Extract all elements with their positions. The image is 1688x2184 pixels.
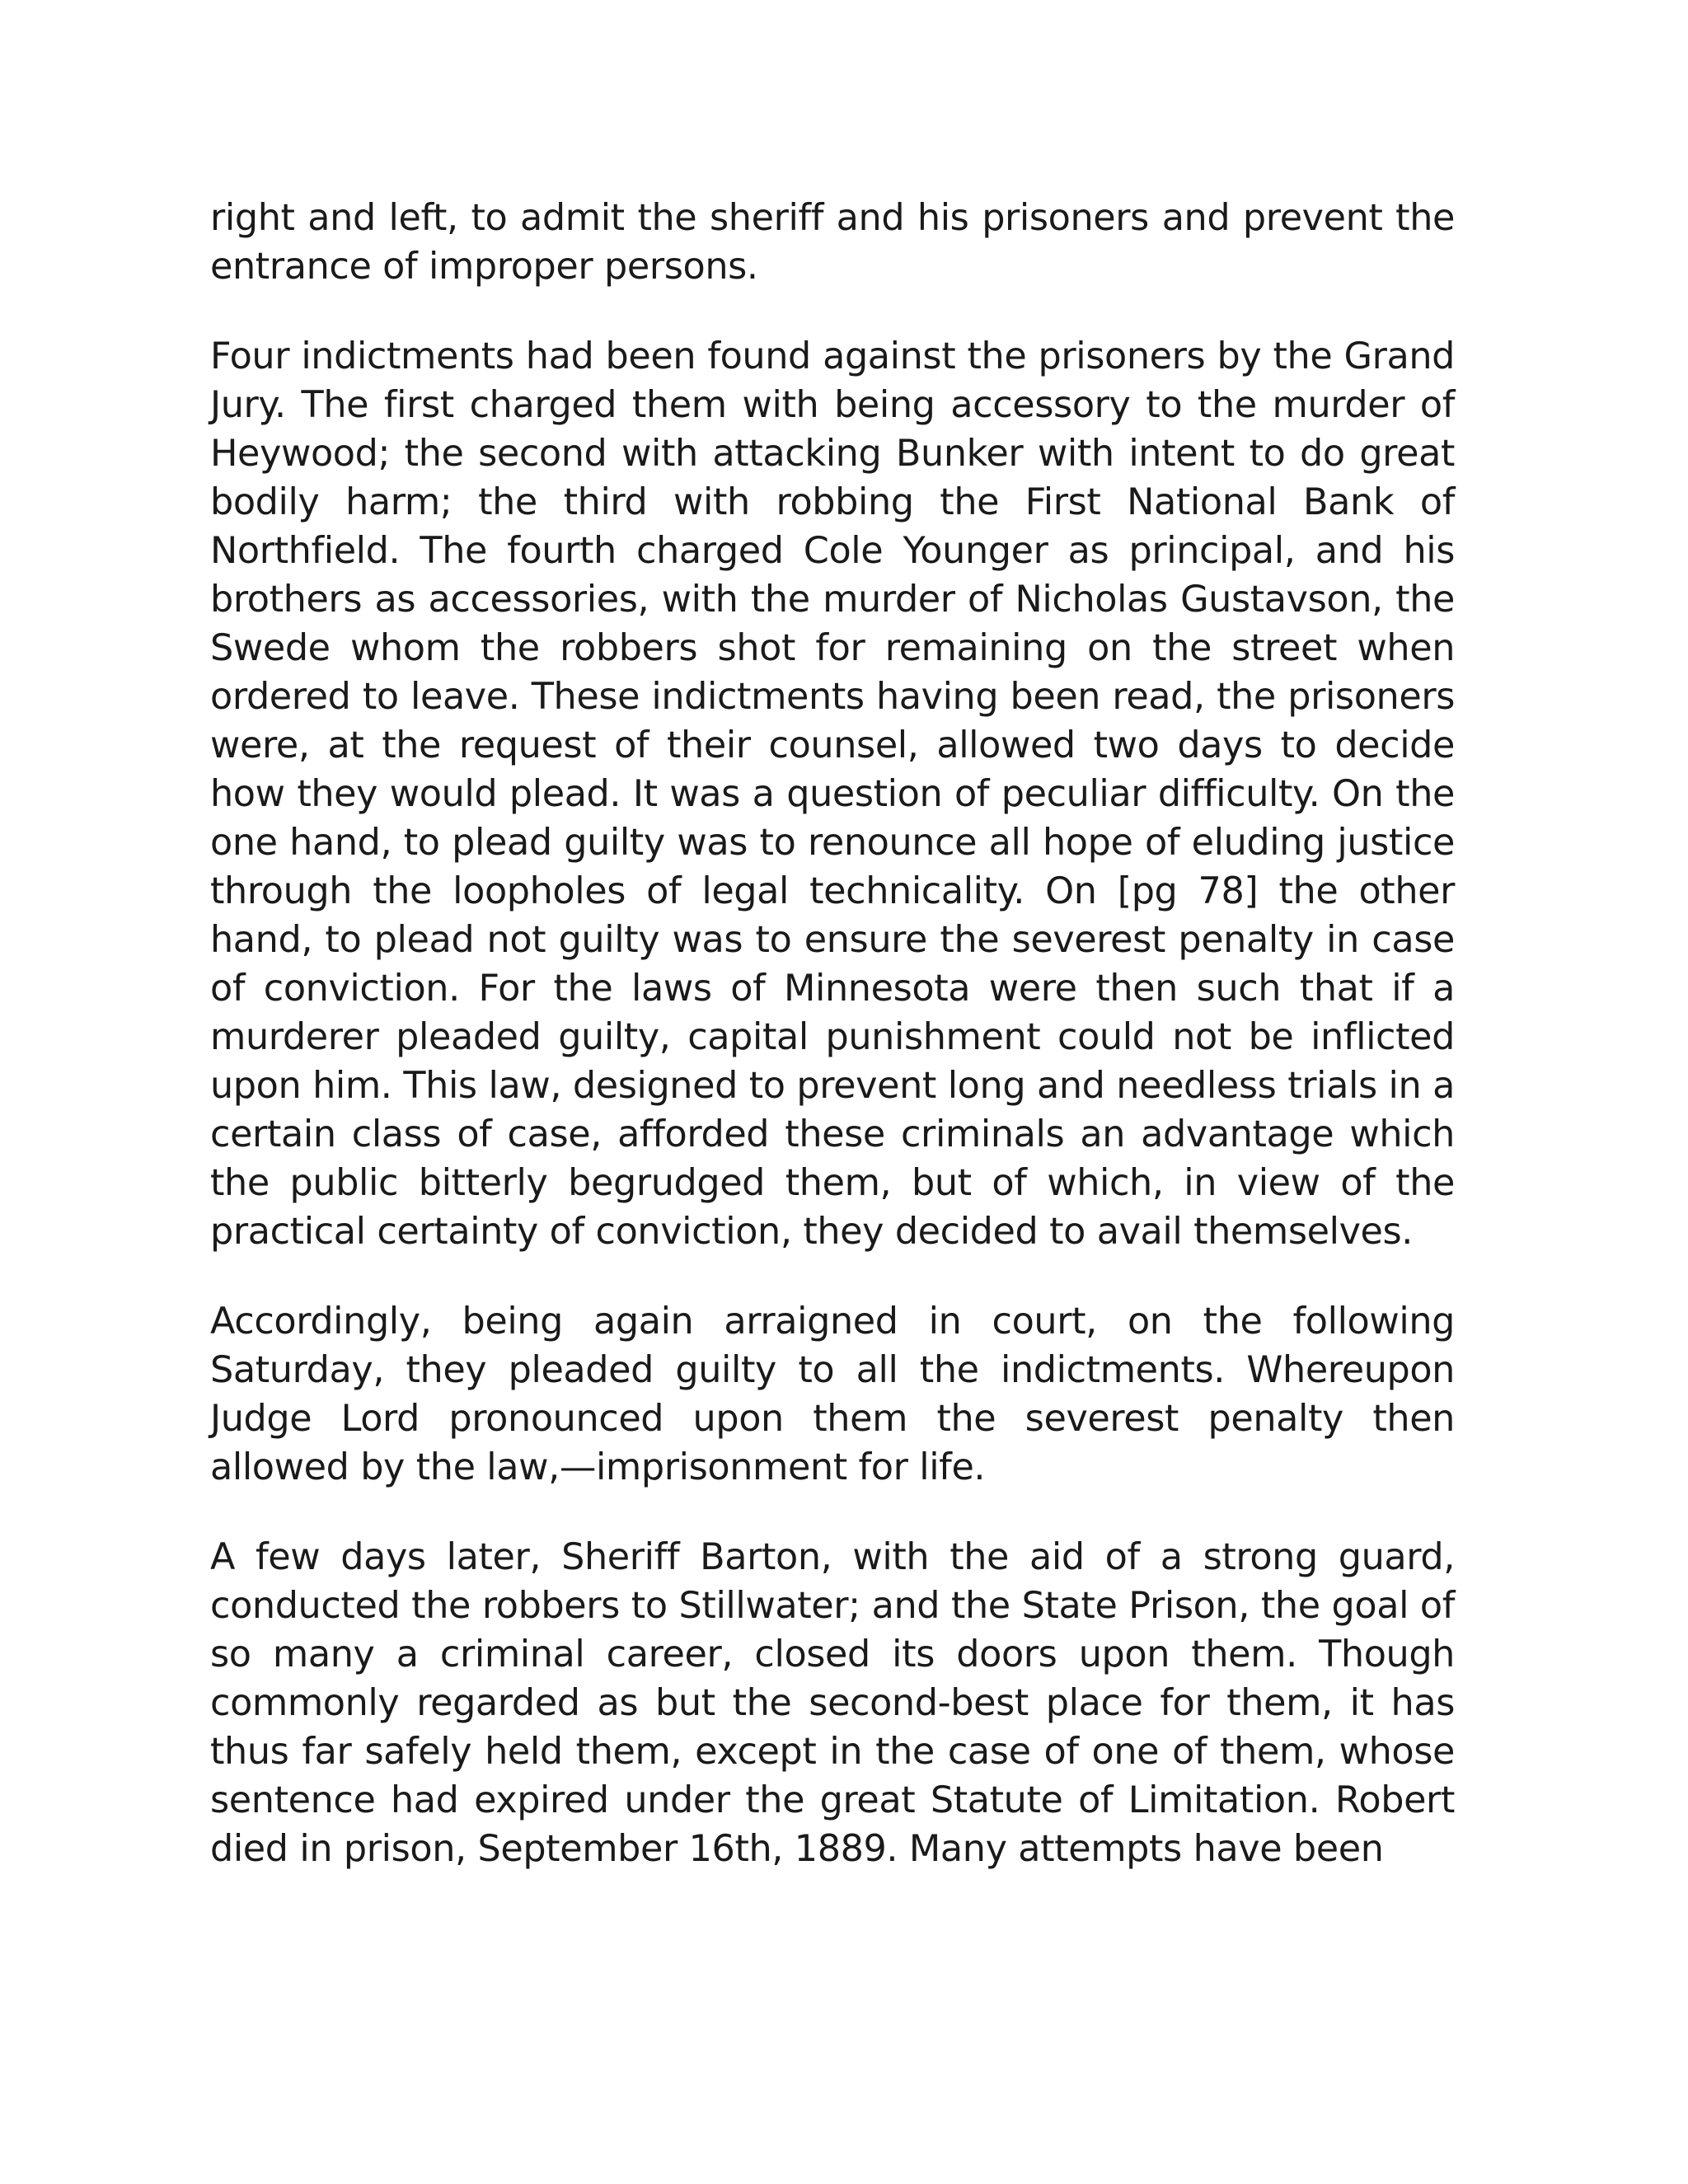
paragraph-plea: Accordingly, being again arraigned in court, on the following Saturday, they pleaded guilty to all the indictments. Whereupon Judge Lord pronounced upon them the severest penalty then allowed by the law,—imprisonment for life.	[210, 1301, 1455, 1488]
paragraph-indictments: Four indictments had been found against the prisoners by the Grand Jury. The first charged them with being accessory to the murder of Heywood; the second with attacking Bunker with intent to do great bodily harm; the third with robbing the First National Bank of Northfield. The fourth charged Cole Younger as principal, and his brothers as accessories, with the murder of Nicholas Gustavson, the Swede whom the robbers shot for remaining on the street when ordered to leave. These indictments having been read, the prisoners were, at the request of their counsel, allowed two days to decide how they would plead. It was a question of peculiar difficulty. On the one hand, to plead guilty was to renounce all hope of eluding justice through the loopholes of legal technicality. On [pg 78] the other hand, to plead not guilty was to ensure the severest penalty in case of conviction. For the laws of Minnesota were then such that if a murderer pleaded guilty, capital punishment could not be inflicted upon him. This law, designed to prevent long and needless trials in a certain class of case, afforded these criminals an advantage which the public bitterly begrudged them, but of which, in view of the practical certainty of conviction, they decided to avail themselves.	[210, 335, 1455, 1253]
paragraph-prison: A few days later, Sheriff Barton, with the aid of a strong guard, conducted the robbers to Stillwater; and the State Prison, the goal of so many a criminal career, closed its doors upon them. Though commonly regarded as but the second-best place for them, it has thus far safely held them, except in the case of one of them, whose sentence had expired under the great Statute of Limitation. Robert died in prison, September 16th, 1889. Many attempts have been	[210, 1536, 1455, 1870]
body-text	[210, 194, 1455, 1873]
paragraph-continuation: right and left, to admit the sheriff and his prisoners and prevent the entrance of improper persons.	[210, 197, 1455, 288]
